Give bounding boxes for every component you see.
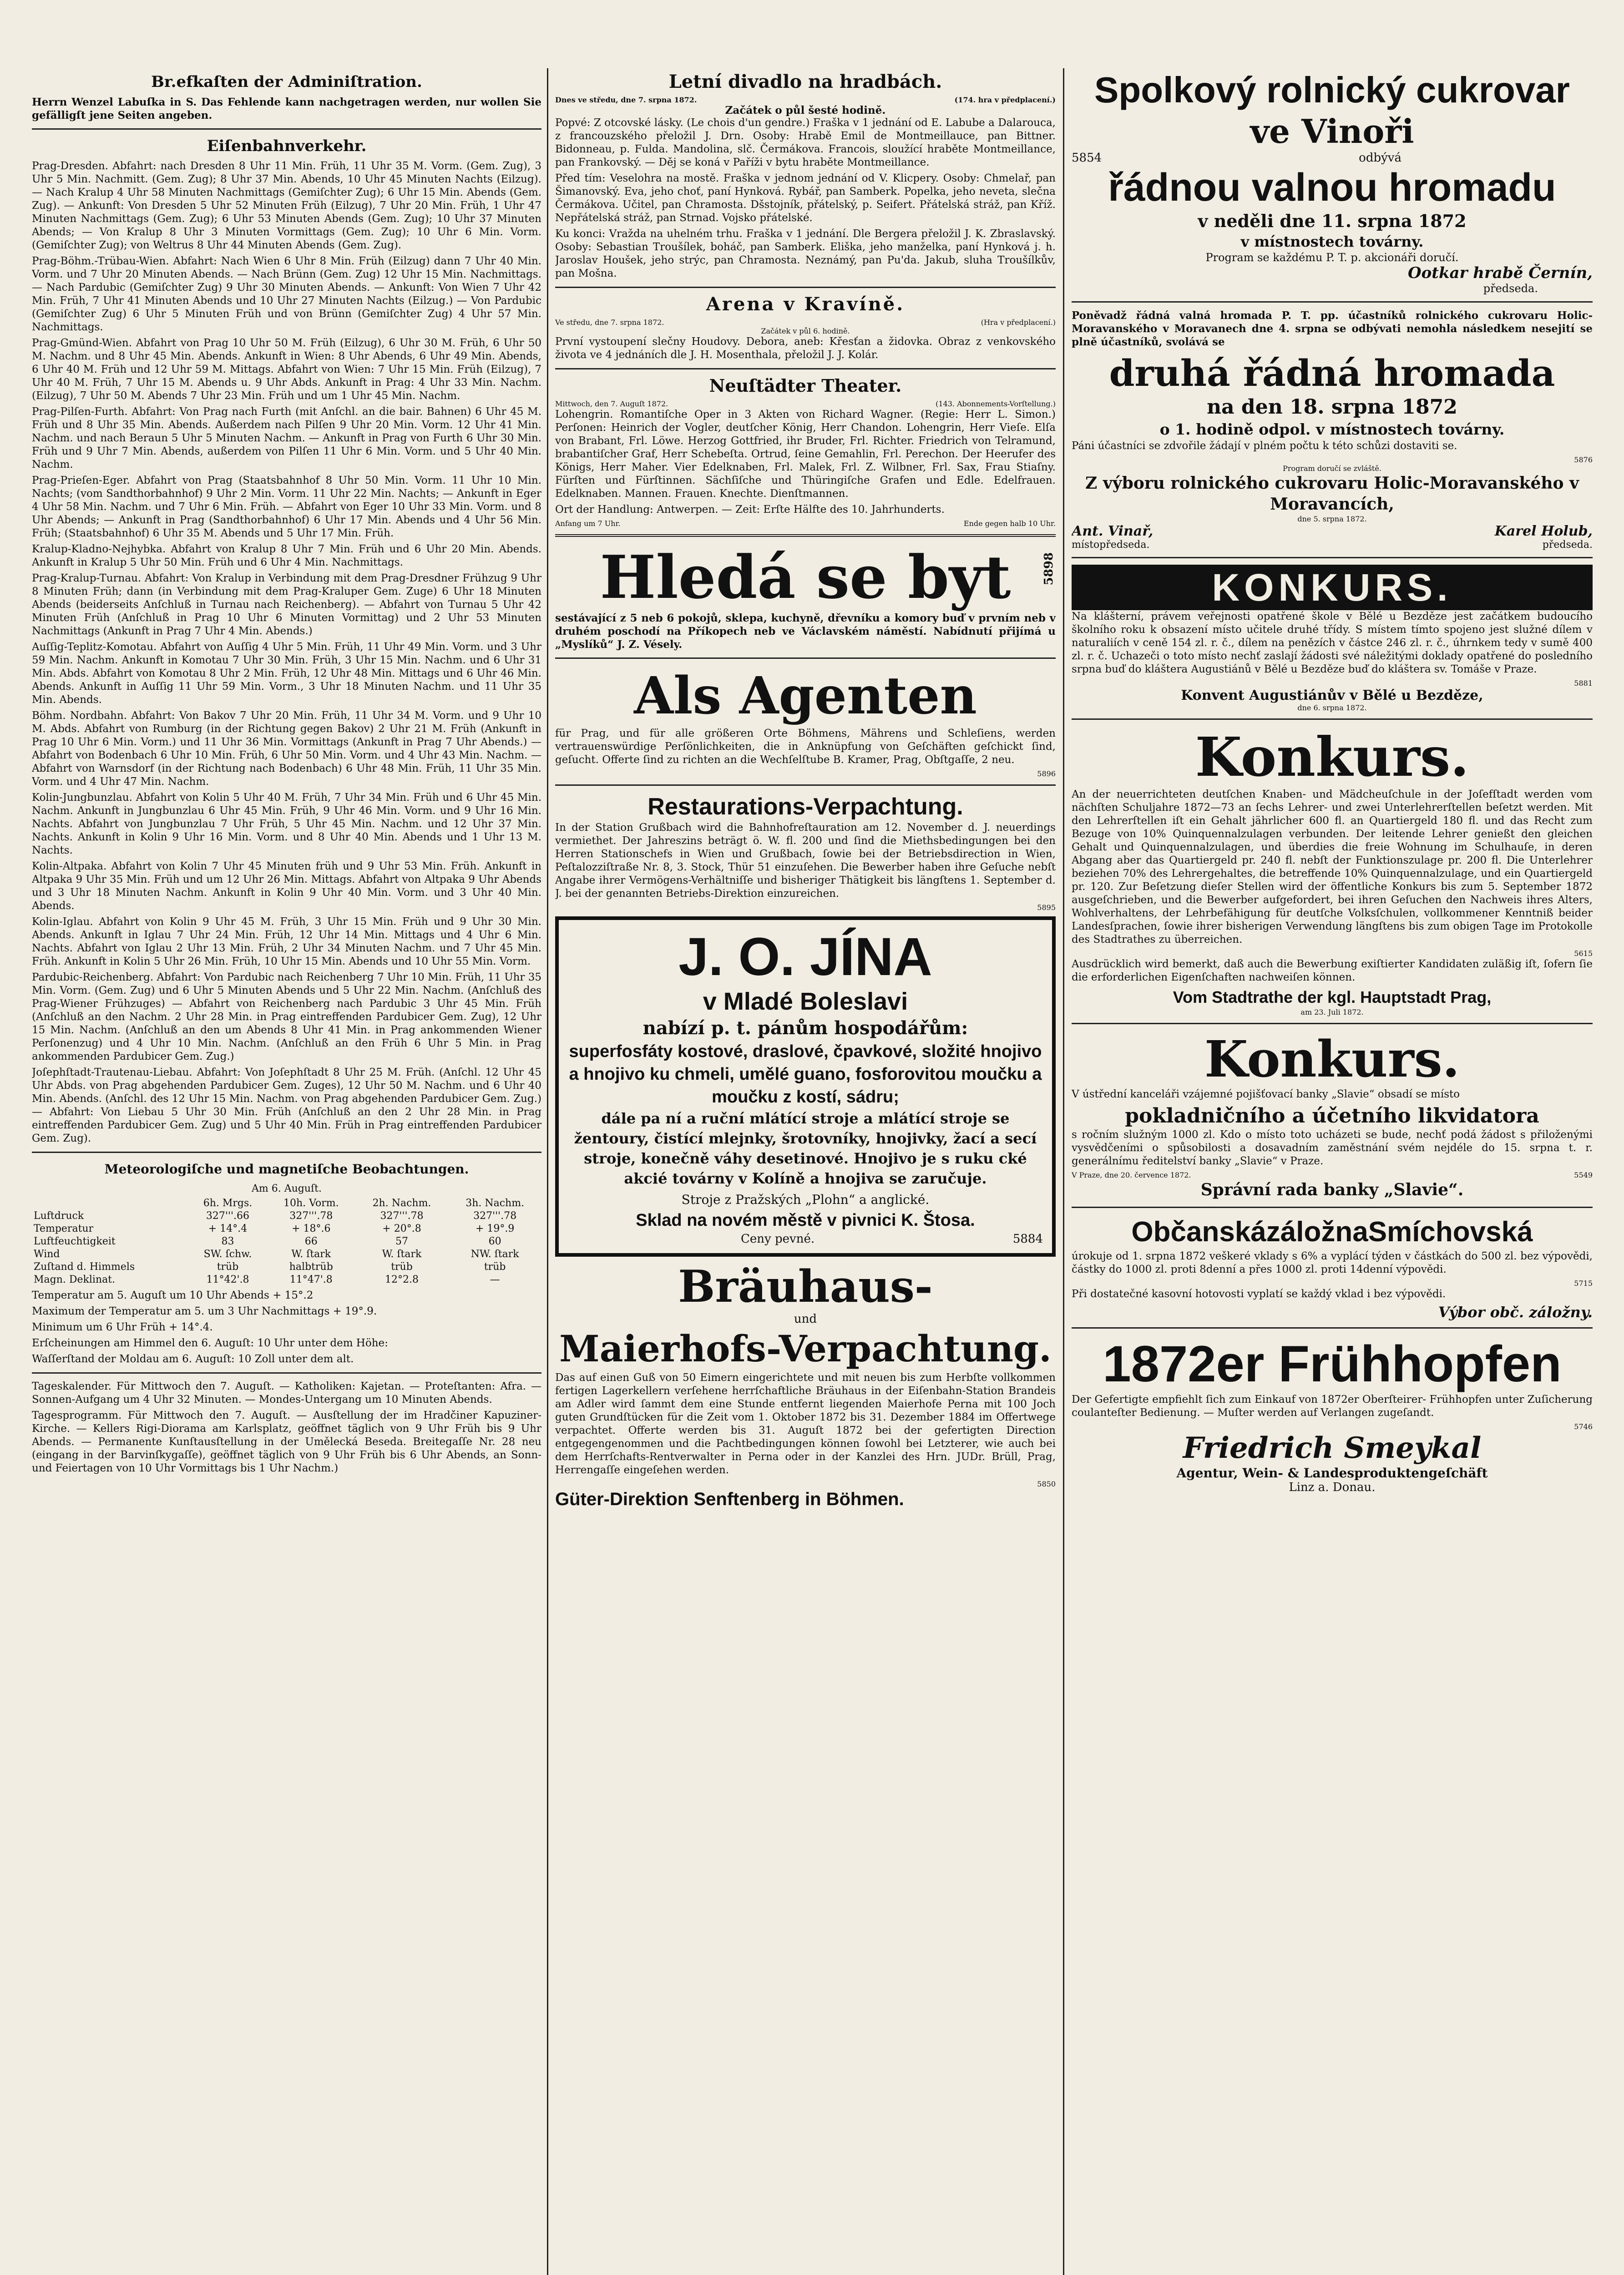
table-cell: 327'''.78 bbox=[473, 1210, 517, 1222]
table-cell bbox=[32, 1197, 188, 1210]
druha-text: Páni účastníci se zdvořile žádají v plném počtu k této schůzi dostaviti se. bbox=[1072, 440, 1457, 452]
spolk-date: v neděli dne 11. srpna 1872 bbox=[1198, 211, 1467, 231]
jina-no: 5884 bbox=[1012, 1232, 1043, 1246]
rail-para: Pardubic-Reichenberg. Abfahrt: Von Pardubic nach Reichenberg 7 Uhr 10 Min. Früh, 11 Uhr 35 Min. Vorm. (Gem. Zug) und 6 Uhr 5 Minuten Abends und 5 Uhr 22 Min. Nachm. (Anſchluß des Prag-Wiener Frühzuges) — Abfahrt von Reichenberg nach Pardubic 3 Uhr 45 Min. Früh (Anſchluß an den Nachm. 2 Uhr 28 Min. in Prag eintreffenden Pardubicer Gem. Zug), 12 Uhr 15 Min. Nachm. (Anſchluß an den um Abends 8 Uhr 41 Min. in Prag ankommenden Wiener Perſonenzug) und 4 Uhr 10 Min. Nachm. (Anſchluß an den Früh 6 Uhr 5 Min. in Prag ankommenden Pardubicer Gem. Zug.) bbox=[32, 971, 541, 1062]
holic-text: Poněvadž řádná valná hromada P. T. pp. účastníků rolnického cukrovaru Holic-Moravanského v Moravanech dne 4. srpna se odbývati nemohla následkem nesejití se plně účastníků, svolává se bbox=[1072, 309, 1593, 348]
brau-text: Das auf einen Guß von 50 Eimern eingerichtete und mit neuen bis zum Herbſte vollkommen fertigen Lagerkellern verſehene herrſchaftliche Bräuhaus in der Eiſenbahn-Station Brandeis am Adler wird ſammt dem eine Stunde entfernt liegenden Maierhofe Perna mit 100 Joch guten Grundſtücken für die Zeit vom 1. Oktober 1872 bis 31. Dezember 1884 im Offertwege verpachtet. Offerte werden bis 31. Auguſt 1872 bei der gefertigten Direction entgegengenommen und die Pachtbedingungen können ſowohl bei Letzterer, wie auch bei dem Herrſchafts-Rentverwalter in Perna oder in der Kanzlei des Hrn. JUDr. Brüll, Prag, Herrengaſſe eingeſehen werden. bbox=[555, 1372, 1056, 1476]
table-cell: + 14°.4 bbox=[208, 1223, 248, 1234]
jina-text: dále pa ní a ruční mlátící stroje a mlátící stroje se žentoury, čistící mlejnky, šrotovníky, hnojivky, žací a secí stroje, konečně váhy desetinové. Hnojivo je s ruku cké akcié továrny v Kolíně a hnojiva se zaručuje. bbox=[574, 1110, 1037, 1187]
table-cell: — bbox=[490, 1274, 500, 1285]
konk-cz-no: 5881 bbox=[1574, 679, 1593, 688]
brau-und: und bbox=[794, 1312, 817, 1326]
brau-title: Bräuhaus- bbox=[678, 1261, 933, 1312]
divider bbox=[555, 368, 1056, 369]
table-cell: 327'''.78 bbox=[380, 1210, 424, 1222]
arena-text: První vystoupení slečny Houdovy. Debora, aneb: Křesťan a židovka. Obraz z venkovského života ve 4 jednáních dle J. H. Mosenthala, přeložil J. J. Kolár. bbox=[555, 336, 1056, 361]
table-cell: Wind bbox=[34, 1249, 60, 1260]
met-note: Waſſerſtand der Moldau am 6. Auguſt: 10 Zoll unter dem alt. bbox=[32, 1353, 354, 1365]
agenten-no: 5896 bbox=[1037, 769, 1056, 778]
neust-end: Ende gegen halb 10 Uhr. bbox=[963, 519, 1056, 528]
vybor-date: dne 5. srpna 1872. bbox=[1297, 515, 1367, 523]
table-cell: 327'''.78 bbox=[289, 1210, 333, 1222]
spolk-loc: v místnostech továrny. bbox=[1240, 233, 1424, 250]
neust-dateline bbox=[555, 399, 1056, 408]
hleda-ad bbox=[555, 543, 1056, 651]
rail-para: Prag-Pilſen-Furth. Abfahrt: Von Prag nach Furth (mit Anſchl. an die bair. Bahnen) 6 Uhr 45 M. Früh und 8 Uhr 35 Min. Abends. Außerdem nach Pilſen 9 Uhr 20 Min. Vorm. 12 Uhr 41 Min. Nachm. und nach Beraun 5 Uhr 5 Minuten Nachm. — Ankunft in Prag von Furth 6 Uhr 30 Min. Früh und 9 Uhr 7 Min. Abends, außerdem von Pilſen 11 Uhr 6 Min. Vorm. und 5 Uhr 40 Min. Nachm. bbox=[32, 406, 541, 470]
konk2-dateline bbox=[1072, 1171, 1593, 1179]
theatre-start: Začátek o půl šesté hodině. bbox=[725, 104, 886, 116]
met-note: Minimum um 6 Uhr Früh + 14°.4. bbox=[32, 1321, 213, 1333]
column-1 bbox=[32, 68, 541, 2275]
divider bbox=[1072, 557, 1593, 558]
hop-title: 1872er Frühhopfen bbox=[1103, 1335, 1562, 1392]
table-cell: 10h. Vorm. bbox=[283, 1198, 339, 1209]
theatre-text: Před tím: Veselohra na mostě. Fraška v jednom jednání od V. Klicpery. Osoby: Chmelař, pan Šimanovský. Eva, jeho choť, paní Hynková. Rybář, pan Samberk. Popelka, jeho neveta, slečna Čermákova. Učitel, pan Chramosta. Dšstojník, přátelský, p. Seifert. Přátelská stráž, pan Kříž. Nepřátelská stráž, pan Strnad. Vojsko přátelské. bbox=[555, 172, 1056, 224]
divider bbox=[1072, 1207, 1593, 1208]
spolk-place: ve Vinoři bbox=[1250, 112, 1414, 151]
jina-place: v Mladé Boleslavi bbox=[703, 988, 908, 1015]
theatre-title: Letní divadlo na hradbách. bbox=[668, 71, 942, 92]
jina-stroje: Stroje z Pražských „Plohn“ a anglické. bbox=[681, 1192, 930, 1207]
hleda-text: sestávající z 5 neb 6 pokojů, sklepa, kuchyně, dřevníku a komory buď v prvním neb v druhém poschodí na Příkopech neb ve Václavském náměstí. Nabídnutí přijímá u „Myslíků“ J. Z. Vésely. bbox=[555, 612, 1056, 651]
table-cell: NW. ſtark bbox=[471, 1249, 519, 1260]
konk-de-sign: Vom Stadtrathe der kgl. Hauptstadt Prag, bbox=[1173, 988, 1492, 1006]
table-row bbox=[32, 1261, 541, 1274]
neust-times bbox=[555, 519, 1056, 528]
table-cell: 60 bbox=[488, 1236, 501, 1247]
signature: Ant. Vinař, bbox=[1072, 523, 1153, 539]
spolk-title: Spolkový rolnický cukrovar bbox=[1094, 70, 1570, 110]
konk-cz-sign: Konvent Augustiánův v Bělé u Bezděze, bbox=[1181, 688, 1483, 703]
rest-text: In der Station Grußbach wird die Bahnhofreſtauration am 12. November d. J. neuerdings vermiethet. Der Jahreszins beträgt ö. W. fl. 200 und ſind die Miethsbedingungen bei den Herren Stationschefs in Wien und Grußbach, ſowie bei der Betriebsdirection in Wien, Peſtalozziſtraße Nr. 8, 3. Stock, Thür 51 einzuſehen. Die Bewerber haben ihre Geſuche nebſt Angabe ihrer Vermögens-Verhältniſſe und bisheriger Thätigkeit bis längſtens 1. September d. J. bei der genannten Betriebs-Direktion einzureichen. bbox=[555, 822, 1056, 900]
rail-para: Auſſig-Teplitz-Komotau. Abfahrt von Auſſig 4 Uhr 5 Min. Früh, 11 Uhr 49 Min. Vorm. und 3 Uhr 59 Min. Nachm. Ankunft in Komotau 7 Uhr 30 Min. Früh, 3 Uhr 15 Min. Nachm. und 6 Uhr 31 Min. Abds. Abfahrt von Komotau 8 Uhr 2 Min. Früh, 12 Uhr 48 Min. Mittags und 6 Uhr 46 Min. Abends. Ankunft in Auſſig 11 Uhr 59 Min. Vorm., 3 Uhr 18 Minuten Nachm. und 11 Uhr 35 Min. Abends. bbox=[32, 641, 541, 706]
table-row bbox=[32, 1210, 541, 1223]
signature-role: místopředseda. bbox=[1072, 539, 1150, 551]
rail-para: Kolin-Jungbunzlau. Abfahrt von Kolin 5 Uhr 40 M. Früh, 7 Uhr 34 Min. Früh und 6 Uhr 45 Min. Nachm. Ankunft in Jungbunzlau 6 Uhr 45 Min. Früh, 9 Uhr 46 Min. Vorm. und 9 Uhr 16 Min. Nachts. Abfahrt von Jungbunzlau 7 Uhr Früh, 5 Uhr 45 Min. Nachm. und 12 Uhr 37 Min. Nachts. Ankunft in Kolin 9 Uhr 16 Min. Vorm. und 8 Uhr 40 Min. Abends und 1 Uhr 13 M. Nachts. bbox=[32, 792, 541, 856]
divider bbox=[32, 1152, 541, 1153]
met-note: Erſcheinungen am Himmel den 6. Auguſt: 10 Uhr unter dem Höhe: bbox=[32, 1337, 388, 1349]
spolk-role: předseda. bbox=[1483, 282, 1538, 295]
obc-text: úrokuje od 1. srpna 1872 veškeré vklady s 6% a vyplácí týden v částkách do 500 zl. bez výpovědi, částky do 1000 zl. proti 8denní a přes 1000 zl. proti 14denní výpovědi. bbox=[1072, 1250, 1593, 1275]
met-note: Temperatur am 5. Auguſt um 10 Uhr Abends + 15°.2 bbox=[32, 1289, 314, 1301]
column-rule bbox=[547, 68, 548, 2275]
table-row bbox=[32, 1248, 541, 1261]
neust-ort: Ort der Handlung: Antwerpen. — Zeit: Erſte Hälfte des 10. Jahrhunderts. bbox=[555, 504, 945, 516]
jina-sklad: Sklad na novém městě v pivnici K. Štosa. bbox=[636, 1211, 975, 1230]
hop-role: Agentur, Wein- & Landesproduktengeſchäft bbox=[1176, 1466, 1488, 1481]
obc-text2: Při dostatečné kasovní hotovosti vyplatí se každý vklad i bez výpovědi. bbox=[1072, 1288, 1446, 1300]
vybor-roles bbox=[1072, 539, 1593, 551]
rail-para: Prag-Dresden. Abfahrt: nach Dresden 8 Uhr 11 Min. Früh, 11 Uhr 35 M. Vorm. (Gem. Zug), 3 Uhr 5 Min. Nachmitt. (Gem. Zug); 8 Uhr 37 Min. Abends, 10 Uhr 45 Minuten Nachts (Eilzug). — Nach Kralup 4 Uhr 58 Minuten Nachmittags (Gemiſchter Zug); 6 Uhr 15 Min. Abends (Gem. Zug). — Ankunft: Von Dresden 5 Uhr 52 Minuten Früh (Eilzug), 7 Uhr 20 Min. Früh, 1 Uhr 47 Minuten Nachmittags (Gem. Zug); 6 Uhr 53 Minuten Abends (Gem. Zug); 10 Uhr 37 Minuten Abends; — Von Kralup 8 Uhr 3 Minuten Vormittags (Gem. Zug); 10 Uhr 6 Min. Vorm. (Gemiſchter Zug); von Weltrus 8 Uhr 44 Minuten Abends (Gem. Zug). bbox=[32, 160, 541, 251]
tagesprogramm: Tagesprogramm. Für Mittwoch den 7. Auguſt. — Ausſtellung der im Hradčiner Kapuziner-Kirche. — Kellers Rigi-Diorama am Karlsplatz, geöffnet täglich von 9 Uhr Früh bis 9 Uhr Abends. — Permanente Kunſtausſtellung in der Umělecká Beseda. Breitegaſſe Nr. 28 neu (eingang in der Barvinſkygaſſe), geöffnet täglich von 9 Uhr Früh bis 6 Uhr Abends, an Sonn- und Feiertagen von 10 Uhr Vormittags bis 1 Uhr Nachm.) bbox=[32, 1410, 541, 1474]
theatre-date: Dnes ve středu, dne 7. srpna 1872. bbox=[555, 96, 697, 104]
table-header-row bbox=[32, 1197, 541, 1210]
theatre-text: Ku konci: Vražda na uhelném trhu. Fraška v 1 jednání. Dle Bergera přeložil J. K. Zbraslavský. Osoby: Sebastian Troušílek, boháč, pan Samberk. Eliška, jeho manželka, paní Hynková j. h. Jaroslav Houšek, jeho strýc, pan Chramosta. Neznámý, pan Pu'da. Jakub, sluha Troušílkův, pan Mošna. bbox=[555, 228, 1056, 279]
divider bbox=[555, 784, 1056, 786]
table-cell: 57 bbox=[395, 1236, 408, 1247]
signature: Karel Holub, bbox=[1494, 523, 1593, 539]
divider bbox=[555, 657, 1056, 659]
jina-title: J. O. JÍNA bbox=[678, 927, 932, 987]
arena-start: Začátek v půl 6. hodině. bbox=[761, 327, 850, 335]
konk-de-text2: Ausdrücklich wird bemerkt, daß auch die Bewerbung exiſtierter Kandidaten zuläßig iſt, ſofern ſie die erforderlichen Eigenſchaften nachweiſen können. bbox=[1072, 958, 1593, 983]
table-cell: trüb bbox=[217, 1261, 239, 1273]
arena-date: Ve středu, dne 7. srpna 1872. bbox=[555, 318, 664, 327]
obc-title: ObčanskázáložnaSmíchovská bbox=[1131, 1216, 1533, 1248]
table-cell: 83 bbox=[221, 1236, 234, 1247]
konk2-text2: s ročním služným 1000 zl. Kdo o místo toto ucházeti se bude, nechť podá žádost s přiloženými vysvědčeními o spůsobilosti a dosavadním zaměstnání svém nejdéle do 15. srpna t. r. generálnímu ředitelství banky „Slavie“ v Praze. bbox=[1072, 1129, 1593, 1167]
divider bbox=[555, 287, 1056, 288]
konk-de-no: 5615 bbox=[1574, 949, 1593, 958]
table-cell: 66 bbox=[304, 1236, 318, 1247]
theatre-dateline bbox=[555, 96, 1056, 104]
rail-para: Prag-Kralup-Turnau. Abfahrt: Von Kralup in Verbindung mit dem Prag-Dresdner Frühzug 9 Uhr 8 Minuten Früh; dann (in Verbindung mit dem Prag-Kraluper Gem. Zuge) 6 Uhr 18 Minuten Abends (beiderseits Anſchluß in Turnau nach Reichenberg). — Abfahrt von Turnau 5 Uhr 42 Minuten Früh (Anſchluß in Prag 10 Uhr 6 Minuten Vormittag) und 2 Uhr 53 Minuten Nachmittags (Ankunft in Prag 7 Uhr 4 Min. Abends.) bbox=[32, 572, 541, 637]
neust-text: Lohengrin. Romantiſche Oper in 3 Akten von Richard Wagner. (Regie: Herr L. Simon.) Perſonen: Heinrich der Vogler, deutſcher König, Herr Chandon. Lohengrin, Herr Vieſe. Elſa von Brabant, Frl. Löwe. Herzog Gottfried, ihr Bruder, Frl. Richter. Friedrich von Telramund, brabantiſcher Graf, Herr Schebeſta. Ortrud, ſeine Gemahlin, Frl. Perechon. Der Heerufer des Königs, Herr Maher. Vier Edelknaben, Frl. Malek, Frl. Z. Wilbner, Frl. Sax, Frau Stiaſny. Fürſten und Fürſtinnen. Sächſiſche und Thüringiſche Grafen und Edle. Edelfrauen. Edelknaben. Mannen. Frauen. Knechte. Dienſtmannen. bbox=[555, 409, 1056, 500]
rail-para: Kolin-Iglau. Abfahrt von Kolin 9 Uhr 45 M. Früh, 3 Uhr 15 Min. Früh und 9 Uhr 30 Min. Abends. Ankunft in Iglau 7 Uhr 24 Min. Früh, 12 Uhr 14 Min. Mittags und 4 Uhr 6 Min. Nachts. Abfahrt von Iglau 2 Uhr 13 Min. Früh, 2 Uhr 34 Minuten Nachm. und 7 Uhr 45 Min. Früh. Ankunft in Kolin 5 Uhr 26 Min. Früh, 10 Uhr 15 Min. Abends und 10 Uhr 55 Min. Vorm. bbox=[32, 916, 541, 967]
obc-sign: Výbor obč. záložny. bbox=[1438, 1304, 1593, 1321]
rail-para: Prag-Gmünd-Wien. Abfahrt von Prag 10 Uhr 50 M. Früh (Eilzug), 6 Uhr 30 M. Früh, 6 Uhr 50 M. Nachm. und 8 Uhr 45 Min. Abends. Ankunft in Wien: 8 Uhr Abends, 6 Uhr 49 Min. Abends, 6 Uhr 40 M. Früh und 12 Uhr 59 M. Mittags. Abfahrt von Wien: 7 Uhr 15 Min. Früh (Eilzug), 7 Uhr 40 M. Früh, 7 Uhr 15 M. Abends u. 9 Uhr Abds. Ankunft in Prag: 4 Uhr 33 Min. Nachm. (Eilzug), 7 Uhr 50 M. Abends 7 Uhr 23 Min. Früh und um 1 Uhr 45 Min. Nachm. bbox=[32, 337, 541, 402]
column-3 bbox=[1072, 68, 1593, 2275]
druha-time: o 1. hodině odpol. v místnostech továrny. bbox=[1159, 420, 1505, 438]
neust-title: Neuſtädter Theater. bbox=[709, 375, 902, 396]
theatre-text: Popvé: Z otcovské lásky. (Le chois d'un gendre.) Fraška v 1 jednání od E. Labube a Dalarouca, z francouzského přeložil J. Drn. Osoby: Hrabě Emil de Montmeillauce, pan Bittner. Bidonneau, p. Fulda. Mandolina, slč. Čermákova. Francois, sloužící hraběte Montmeillance, pan Frankovský. — Děj se koná v Paříži v bytu hraběte Montmeillance. bbox=[555, 117, 1056, 168]
met-date: Am 6. Auguſt. bbox=[251, 1183, 322, 1194]
divider bbox=[555, 534, 1056, 537]
table-row bbox=[32, 1274, 541, 1286]
rail-para: Kralup-Kladno-Nejhybka. Abfahrt von Kralup 8 Uhr 7 Min. Früh und 6 Uhr 20 Min. Abends. Ankunft in Kralup 5 Uhr 50 Min. Früh und 6 Uhr 4 Min. Nachmittags. bbox=[32, 543, 541, 568]
divider bbox=[1072, 1023, 1593, 1024]
table-cell: 2h. Nachm. bbox=[372, 1198, 431, 1209]
table-row bbox=[32, 1235, 541, 1248]
jina-price: Ceny pevné. bbox=[741, 1232, 815, 1246]
rail-para: Prag-Böhm.-Trübau-Wien. Abfahrt: Nach Wien 6 Uhr 8 Min. Früh (Eilzug) dann 7 Uhr 40 Min. Vorm. und 7 Uhr 20 Minuten Abends. — Nach Brünn (Gem. Zug) 12 Uhr 15 Min. Nachmittags. — Nach Pardubic (Gemiſchter Zug) 9 Uhr 30 Minuten Abends. — Ankunft: Von Wien 7 Uhr 42 Min. Früh, 7 Uhr 41 Minuten Abends und 10 Uhr 27 Minuten Nachts (Eilzug.) — Von Pardubic (Gemiſchter Zug) 6 Uhr 5 Minuten Früh und von Brünn (Gemiſchter Zug) 4 Uhr 57 Min. Nachmittags. bbox=[32, 255, 541, 333]
table-cell: Magn. Deklinat. bbox=[34, 1274, 116, 1285]
jina-offer: nabízí p. t. pánům hospodářům: bbox=[643, 1017, 968, 1039]
konk2-date: V Praze, dne 20. července 1872. bbox=[1072, 1171, 1191, 1179]
divider bbox=[1072, 301, 1593, 303]
rail-para: Joſephſtadt-Trautenau-Liebau. Abfahrt: Von Joſephſtadt 8 Uhr 25 M. Früh. (Anſchl. 12 Uhr 45 Uhr Abds. von Prag abgehenden Pardubicer Gem. Zuges), 12 Uhr 50 M. Nachm. und 6 Uhr 40 Min. Abends. (Anſchl. des 12 Uhr 15 Min. Nachm. von Prag abgehenden Pardubicer Gem. Zug.) — Abfahrt: Von Liebau 5 Uhr 30 Min. Früh (Anſchluß an den 2 Uhr 28 Min. in Prag eintreffenden Pardubicer Gem. Zug) und 5 Uhr 40 Min. Früh in Prag eintreffenden Pardubicer Gem. Zug). bbox=[32, 1067, 541, 1144]
spolk-sign: Ootkar hrabě Černín, bbox=[1407, 264, 1593, 282]
brau-no: 5850 bbox=[1037, 1480, 1056, 1488]
admin-text: Herrn Wenzel Labuſka in S. Das Fehlende kann nachgetragen werden, nur wollen Sie gefälligſt jene Seiten angeben. bbox=[32, 96, 541, 121]
column-rule bbox=[1063, 68, 1064, 2275]
obc-no: 5715 bbox=[1574, 1279, 1593, 1288]
neust-begin: Anfang um 7 Uhr. bbox=[555, 519, 621, 528]
spolk-hromada: řádnou valnou hromadu bbox=[1108, 166, 1556, 209]
arena-dateline bbox=[555, 318, 1056, 327]
table-cell: W. ſtark bbox=[291, 1249, 331, 1260]
konk-de-date: am 23. Juli 1872. bbox=[1300, 1008, 1364, 1016]
arena-title: Arena v Kravíně. bbox=[706, 293, 905, 315]
table-cell: 12°2.8 bbox=[385, 1274, 419, 1285]
divider bbox=[32, 1372, 541, 1374]
druha-no: 5876 bbox=[1574, 455, 1593, 464]
spolk-line bbox=[1072, 151, 1593, 165]
column-2 bbox=[555, 68, 1056, 2275]
spolk-no: 5854 bbox=[1072, 151, 1102, 165]
konk2-title: Konkurs. bbox=[1204, 1030, 1460, 1088]
arena-no: (Hra v předplacení.) bbox=[981, 318, 1056, 327]
rail-para: Kolin-Altpaka. Abfahrt von Kolin 7 Uhr 45 Minuten früh und 9 Uhr 53 Min. Früh. Ankunft in Altpaka 9 Uhr 35 Min. Früh und um 12 Uhr 26 Min. Mittags. Abfahrt von Altpaka 9 Uhr Abends und 3 Uhr 18 Minuten Nachm. Ankunft in Kolin 9 Uhr 40 Min. Vorm. und 3 Uhr 40 Min. Abends. bbox=[32, 860, 541, 912]
rail-para: Böhm. Nordbahn. Abfahrt: Von Bakov 7 Uhr 20 Min. Früh, 11 Uhr 34 M. Vorm. und 9 Uhr 10 M. Abds. Abfahrt von Rumburg (in der Richtung gegen Bakov) 2 Uhr 21 M. Früh (Ankunft in Prag 10 Uhr 6 Min. Vorm.) und 11 Uhr 36 Min. Vormittags (Ankunft in Prag 7 Uhr Abends.) — Abfahrt von Bodenbach 6 Uhr 10 Min. Früh, 6 Uhr 50 Min. Vorm. und 4 Uhr 43 Min. Nachm. — Abfahrt von Warnsdorf (in der Richtung nach Bodenbach) 6 Uhr 48 Min. Früh, 11 Uhr 35 Min. Vorm. und 4 Uhr 47 Min. Nachm. bbox=[32, 710, 541, 788]
konk-cz-text: Na klášterní, právem veřejnosti opatřené škole v Bělé u Bezděze jest začátkem budoucího školního roku k obsazení místo učitele druhé třídy. S místem tímto spojeno jest služné dílem v naturaliích v ceně 154 zl. r. č., dílem na penězích v částce 246 zl. r. č., úhrnkem tedy v sumě 400 zl. r. č. Uchazeči o toto místo nechť zaslají žádosti své náležitými doklady opatřené do posledního srpna buď do kláštera Augustiánů v Bělé u Bezděze buď do kláštera sv. Tomáše v Praze. bbox=[1072, 611, 1593, 675]
konk-cz-title: KONKURS. bbox=[1072, 565, 1593, 610]
rest-title: Restaurations-Verpachtung. bbox=[648, 794, 963, 820]
druha-title: druhá řádná hromada bbox=[1109, 352, 1555, 394]
vybor-signatures bbox=[1072, 523, 1593, 539]
table-cell: Zuſtand d. Himmels bbox=[34, 1261, 135, 1273]
met-title: Meteorologiſche und magnetiſche Beobachtungen. bbox=[104, 1162, 469, 1177]
signature-role: předseda. bbox=[1542, 539, 1593, 551]
druha-prog: Program doručí se zvláště. bbox=[1283, 464, 1381, 473]
spolk-odbyva: odbývá bbox=[1359, 151, 1401, 165]
tageskalender: Tageskalender. Für Mittwoch den 7. Auguſt. — Katholiken: Kajetan. — Proteſtanten: Afra. — Sonnen-Aufgang um 4 Uhr 32 Minuten. — Mondes-Untergang um 10 Minuten Abends. bbox=[32, 1380, 541, 1405]
konk2-sign: Správní rada banky „Slavie“. bbox=[1200, 1180, 1464, 1199]
agenten-title: Als Agenten bbox=[634, 666, 977, 726]
table-cell: 327'''.66 bbox=[206, 1210, 250, 1222]
jina-products: superfosfáty kostové, draslové, čpavkové, složité hnojivo a hnojivo ku chmeli, umělé guano, fosforovitou moučku a moučku z kostí, sádru; bbox=[569, 1042, 1042, 1107]
table-cell: + 20°.8 bbox=[382, 1223, 421, 1234]
spolk-prog: Program se každému P. T. p. akcionáři doručí. bbox=[1205, 251, 1459, 264]
table-cell: W. ſtark bbox=[382, 1249, 422, 1260]
table-cell: 3h. Nachm. bbox=[465, 1198, 525, 1209]
table-cell: 11°42'.8 bbox=[206, 1274, 249, 1285]
table-cell: trüb bbox=[484, 1261, 506, 1273]
met-note: Maximum der Temperatur am 5. um 3 Uhr Nachmittags + 19°.9. bbox=[32, 1305, 377, 1317]
druha-date: na den 18. srpna 1872 bbox=[1207, 395, 1457, 419]
table-cell: trüb bbox=[391, 1261, 413, 1273]
divider bbox=[1072, 718, 1593, 720]
hop-text: Der Gefertigte empfiehlt ſich zum Einkauf von 1872er Oberſteirer- Frühhopfen unter Zuſicherung coulanteſter Bedienung. — Muſter werden auf Verlangen zugeſandt. bbox=[1072, 1394, 1593, 1419]
brau-title2: Maierhofs-Verpachtung. bbox=[559, 1327, 1052, 1370]
theatre-no: (174. hra v předplacení.) bbox=[954, 96, 1056, 104]
agenten-text: für Prag, und für alle größeren Orte Böhmens, Mährens und Schleſiens, werden vertrauenswürdige Perſönlichkeiten, die in Anknüpfung von Geſchäften geſchickt ſind, geſucht. Offerte ſind zu richten an die Wechſelſtube B. Kramer, Prag, Obſtgaſſe, 2 neu. bbox=[555, 728, 1056, 766]
jina-priceline bbox=[568, 1232, 1043, 1246]
table-cell: Luftdruck bbox=[34, 1210, 84, 1222]
rail-list bbox=[32, 160, 541, 1145]
table-cell: Temperatur bbox=[34, 1223, 94, 1234]
neust-date: Mittwoch, den 7. Auguſt 1872. bbox=[555, 399, 668, 408]
konk-de-text: An der neuerrichteten deutſchen Knaben- und Mädcheuſchule in der Joſefſtadt werden vom nächſten Schuljahre 1872—73 an ſechs Lehrer- und zwei Unterlehrerſtellen beſetzt werden. Mit den Lehrerſtellen iſt ein Gehalt jährlicher 600 fl. an Quartiergeld 180 fl. und das Recht zum Bezuge von 10% Quinquennalzulagen verbunden. Der leitende Lehrer genießt den gleichen Gehalt und Quinquennalzulagen, und überdies die freie Wohnung im Schulhauſe, in deren Abgang aber das Quartiergeld pr. 240 fl. nebſt der Funktionszulage pr. 200 fl. Die Unterlehrer beziehen 70% des Lehrergehaltes, die betreffende 10% Quinquennalzulage, und ein Quartiergeld pr. 120. Zur Beſetzung dieſer Stellen wird der öffentliche Konkurs bis zum 5. September 1872 ausgeſchrieben, und die Bewerber aufgefordert, bei ihren Geſuchen den Nachweis ihres Alters, Wohlverhaltens, der Lehrbefähigung für deutſche Volksſchulen, vollkommener Kenntniß beider Landesſprachen, ſowie ihrer bisherigen Verwendung längſtens bis zum obigen Tage im Protokolle des Stadtrathes zu überreichen. bbox=[1072, 789, 1593, 945]
konk-cz-date: dne 6. srpna 1872. bbox=[1297, 703, 1367, 712]
rail-para: Prag-Prieſen-Eger. Abfahrt von Prag (Staatsbahnhof 8 Uhr 50 Min. Vorm. 11 Uhr 10 Min. Nachts; (vom Sandthorbahnhof) 9 Uhr 2 Min. Vorm. 11 Uhr 22 Min. Nachts; — Ankunft in Eger 4 Uhr 58 Min. Nachm. und 7 Uhr 6 Min. Früh. — Abfahrt von Eger 10 Uhr 33 Min. Vorm. und 8 Uhr Abends; — Ankunft in Prag (Sandthorbahnhof) 6 Uhr 17 Min. Abends und 4 Uhr 56 Min. Früh; (Staatsbahnhof) 6 Uhr 35 M. Abends und 5 Uhr 17 Min. Früh. bbox=[32, 475, 541, 539]
konk2-text: V ústřední kanceláři vzájemné pojišťovací banky „Slavie“ obsadí se místo bbox=[1072, 1088, 1460, 1100]
jina-ad bbox=[555, 916, 1056, 1257]
met-table bbox=[32, 1197, 541, 1286]
hop-no: 5746 bbox=[1574, 1422, 1593, 1431]
table-cell: Luftfeuchtigkeit bbox=[34, 1236, 116, 1247]
table-cell: halbtrüb bbox=[289, 1261, 333, 1273]
brau-sign: Güter-Direktion Senftenberg in Böhmen. bbox=[555, 1489, 904, 1509]
newspaper-page bbox=[32, 68, 1593, 2275]
table-cell: 11°47'.8 bbox=[289, 1274, 333, 1285]
met-notes bbox=[32, 1289, 541, 1366]
konk2-bold: pokladničního a účetního likvidatora bbox=[1125, 1104, 1539, 1127]
divider bbox=[1072, 1327, 1593, 1329]
admin-title: Br.efkaſten der Adminiſtration. bbox=[151, 73, 422, 91]
hleda-title: Hledá se byt bbox=[600, 542, 1011, 612]
table-row bbox=[32, 1223, 541, 1235]
neust-no: (143. Abonnements-Vorſtellung.) bbox=[936, 399, 1056, 408]
table-cell: 6h. Mrgs. bbox=[203, 1198, 253, 1209]
table-cell: SW. ſchw. bbox=[203, 1249, 252, 1260]
konk2-no: 5549 bbox=[1574, 1171, 1593, 1179]
rail-title: Eiſenbahnverkehr. bbox=[207, 137, 367, 155]
konk-de-title: Konkurs. bbox=[1195, 725, 1469, 789]
vybor: Z výboru rolnického cukrovaru Holic-Moravanského v Moravancích, bbox=[1085, 474, 1579, 514]
table-cell: + 18°.6 bbox=[292, 1223, 331, 1234]
divider bbox=[32, 128, 541, 130]
hleda-no: 5898 bbox=[1042, 552, 1056, 586]
table-cell: + 19°.9 bbox=[475, 1223, 515, 1234]
hop-sign: Friedrich Smeykal bbox=[1183, 1431, 1482, 1465]
rest-no: 5895 bbox=[1037, 903, 1056, 912]
hop-place: Linz a. Donau. bbox=[1289, 1481, 1376, 1494]
